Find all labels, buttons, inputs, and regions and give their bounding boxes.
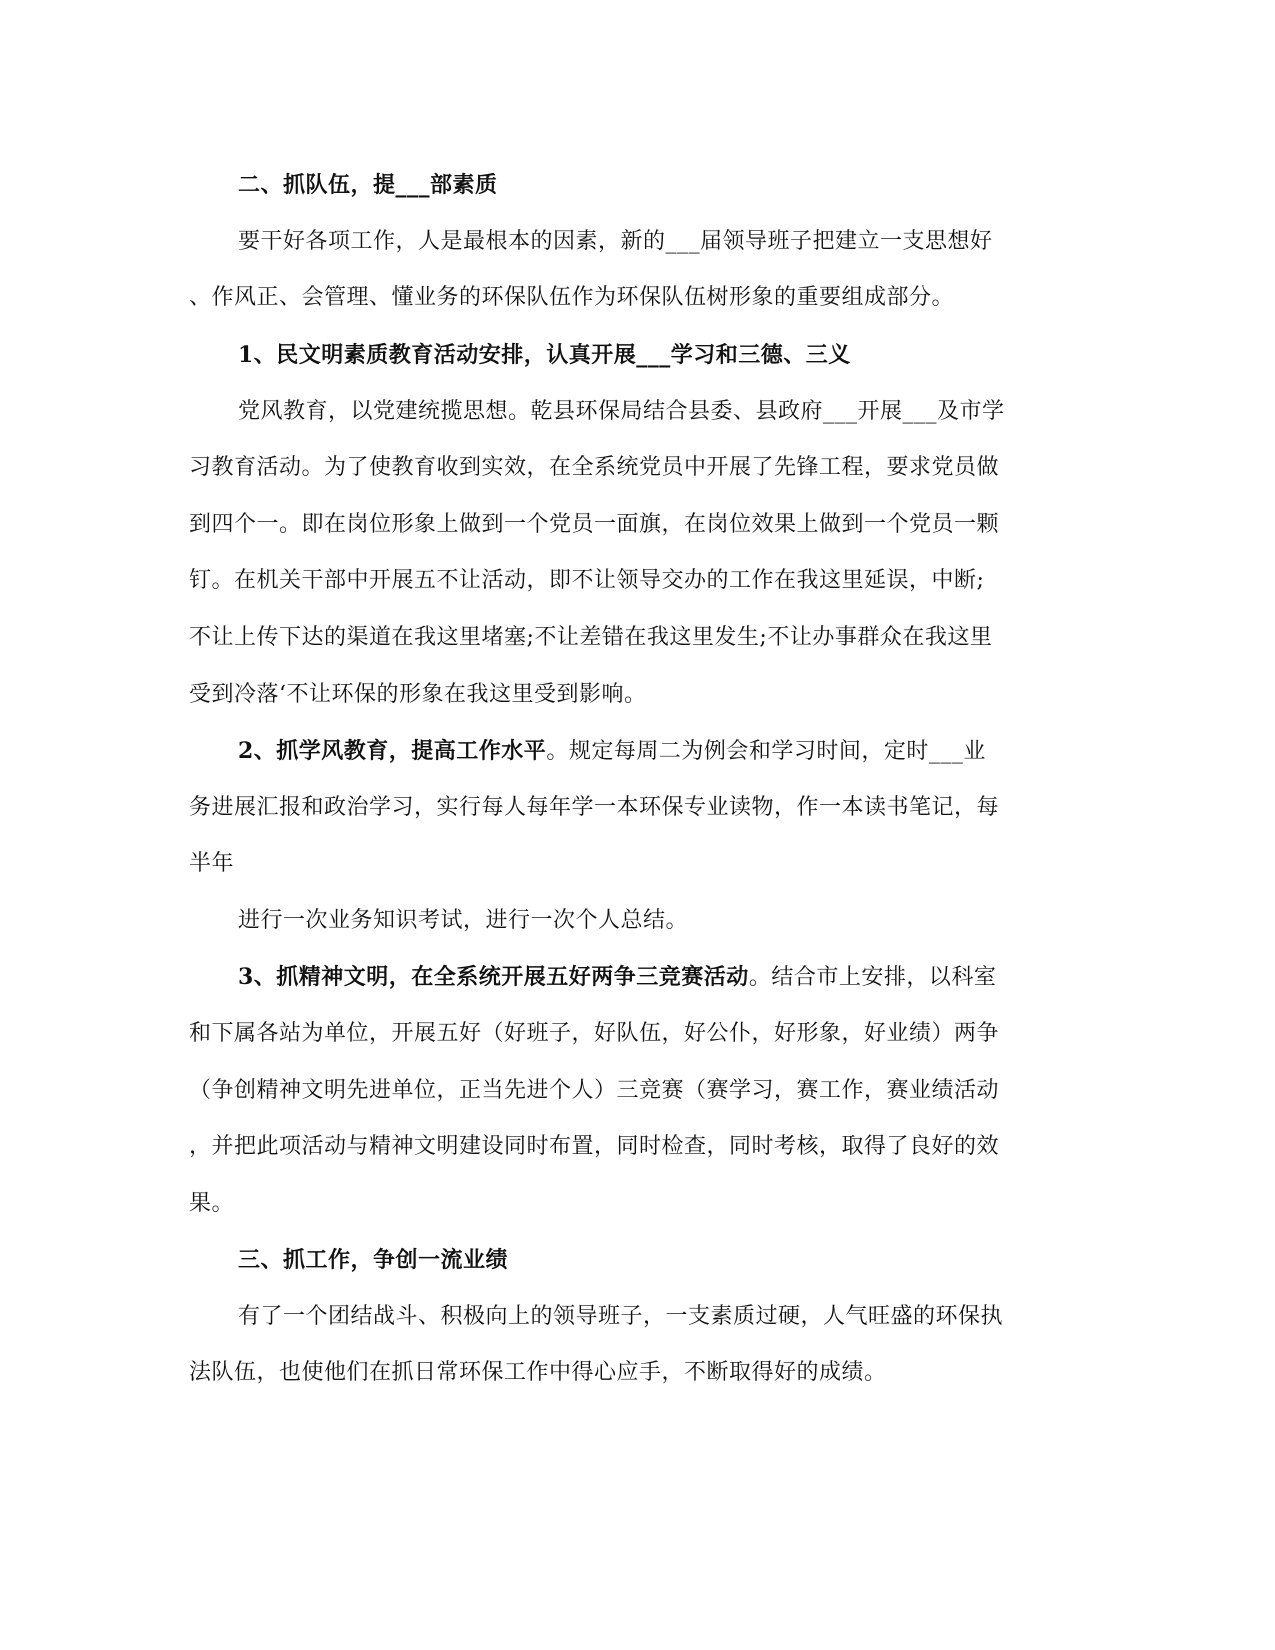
section3-heading: 三、抓工作，争创一流业绩 [238,1247,509,1273]
item1-line-3: 到四个一。即在岗位形象上做到一个党员一面旗，在岗位效果上做到一个党员一颗 [189,512,1000,537]
item2-line-2: 务进展汇报和政治学习，实行每人每年学一本环保专业读物，作一本读书笔记，每 [189,795,1000,820]
section3-line-1: 有了一个团结战斗、积极向上的领导班子，一支素质过硬，人气旺盛的环保执 [238,1304,1004,1329]
section2-intro-line-1: 要干好各项工作，人是最根本的因素，新的___届领导班子把建立一支思想好 [238,229,993,254]
item3-first-line-rest: 。结合市上安排，以科室 [748,965,997,990]
section2-intro-line-2: 、作风正、会管理、懂业务的环保队伍作为环保队伍树形象的重要组成部分。 [189,285,955,310]
item2-extra-line: 进行一次业务知识考试，进行一次个人总结。 [238,908,689,933]
item1-line-4: 钉。在机关干部中开展五不让活动，即不让领导交办的工作在我这里延误，中断; [189,568,985,593]
item1-heading: 1、民文明素质教育活动安排，认真开展___学习和三德、三义 [238,342,851,368]
section2-heading: 二、抓队伍，提___部素质 [238,172,498,198]
item3-line-2: 和下属各站为单位，开展五好（好班子，好队伍，好公仆，好形象，好业绩）两争 [189,1021,1000,1046]
section3-line-2: 法队伍，也使他们在抓日常环保工作中得心应手，不断取得好的成绩。 [189,1360,887,1385]
item2-first-line-rest: 。规定每周二为例会和学习时间，定时___业 [546,739,986,764]
item2-heading: 2、抓学风教育，提高工作水平 [238,738,547,764]
item1-line-5: 不让上传下达的渠道在我这里堵塞;不让差错在我这里发生;不让办事群众在我这里 [189,625,993,650]
item1-line-2: 习教育活动。为了使教育收到实效，在全系统党员中开展了先锋工程，要求党员做 [189,455,1000,480]
item3-line-3: （争创精神文明先进单位，正当先进个人）三竞赛（赛学习，赛工作，赛业绩活动 [189,1078,1000,1103]
item3-first-line [238,962,1138,993]
item2-line-3: 半年 [189,851,235,876]
item3-line-4: ，并把此项活动与精神文明建设同时布置，同时检查，同时考核，取得了良好的效 [189,1134,1000,1159]
item3-heading: 3、抓精神文明，在全系统开展五好两争三竞赛活动 [238,964,749,990]
item2-first-line [238,736,1138,767]
item1-line-1: 党风教育，以党建统揽思想。乾县环保局结合县委、县政府___开展___及市学 [238,399,1005,424]
item1-line-6: 受到冷落‘不让环保的形象在我这里受到影响。 [189,682,647,707]
item3-line-5: 果。 [189,1191,235,1216]
